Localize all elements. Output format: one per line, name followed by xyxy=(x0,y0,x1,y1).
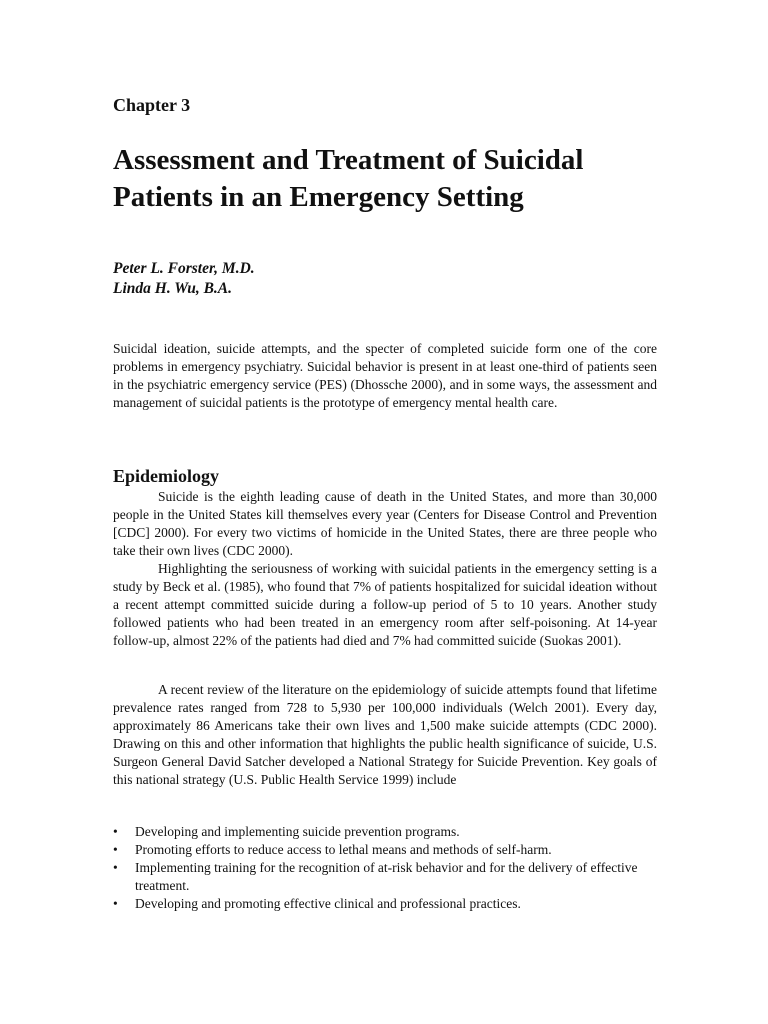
bullet-icon: • xyxy=(113,896,118,911)
bullet-icon: • xyxy=(113,860,118,875)
bullet-text: Developing and promoting effective clinical and professional practices. xyxy=(135,896,521,911)
goals-bullet-list xyxy=(113,823,657,913)
chapter-title-line: Assessment and Treatment of Suicidal xyxy=(113,144,584,176)
bullet-text: Developing and implementing suicide prevention programs. xyxy=(135,824,460,839)
bullet-text: Implementing training for the recognition of at-risk behavior and for the delivery of effective treatment. xyxy=(135,860,638,893)
body-paragraph: A recent review of the literature on the epidemiology of suicide attempts found that lifetime prevalence rates ranged from 728 to 5,930 per 100,000 individuals (Welch 2001). Every day, approximately 86 Americans take their own lives and 1,500 make suicide attempts (CDC 2000). Drawing on this and other information that highlights the public health significance of suicide, U.S. Surgeon General David Satcher developed a National Strategy for Suicide Prevention. Key goals of this national strategy (U.S. Public Health Service 1999) include xyxy=(113,682,657,787)
chapter-title-line: Patients in an Emergency Setting xyxy=(113,181,524,213)
chapter-title xyxy=(113,142,673,216)
section-heading: Epidemiology xyxy=(113,466,220,486)
bullet-item xyxy=(113,823,657,841)
bullet-item xyxy=(113,859,657,895)
author-name: Linda H. Wu, B.A. xyxy=(113,280,233,297)
bullet-text: Promoting efforts to reduce access to lethal means and methods of self-harm. xyxy=(135,842,552,857)
bullet-icon: • xyxy=(113,842,118,857)
author-name: Peter L. Forster, M.D. xyxy=(113,260,255,277)
intro-paragraph: Suicidal ideation, suicide attempts, and the specter of completed suicide form one of the core problems in emergency psychiatry. Suicidal behavior is present in at least one-third of patients seen in the psychiatric emergency service (PES) (Dhossche 2000), and in some ways, the assessment and management of suicidal patients is the prototype of emergency mental health care. xyxy=(113,341,657,410)
author-list xyxy=(113,259,255,299)
body-paragraph: Highlighting the seriousness of working with suicidal patients in the emergency setting is a study by Beck et al. (1985), who found that 7% of patients hospitalized for suicidal ideation without a recent attempt committed suicide during a follow-up period of 5 to 10 years. Another study followed patients who had been treated in an emergency room after self-poisoning. At 14-year follow-up, almost 22% of the patients had died and 7% had committed suicide (Suokas 2001). xyxy=(113,561,657,648)
bullet-item xyxy=(113,841,657,859)
body-paragraph: Suicide is the eighth leading cause of death in the United States, and more than 30,000 people in the United States kill themselves every year (Centers for Disease Control and Prevention [CDC] 2000). For every two victims of homicide in the United States, there are three people who take their own lives (CDC 2000). xyxy=(113,489,657,558)
chapter-label: Chapter 3 xyxy=(113,95,191,115)
bullet-icon: • xyxy=(113,824,118,839)
bullet-item xyxy=(113,895,657,913)
